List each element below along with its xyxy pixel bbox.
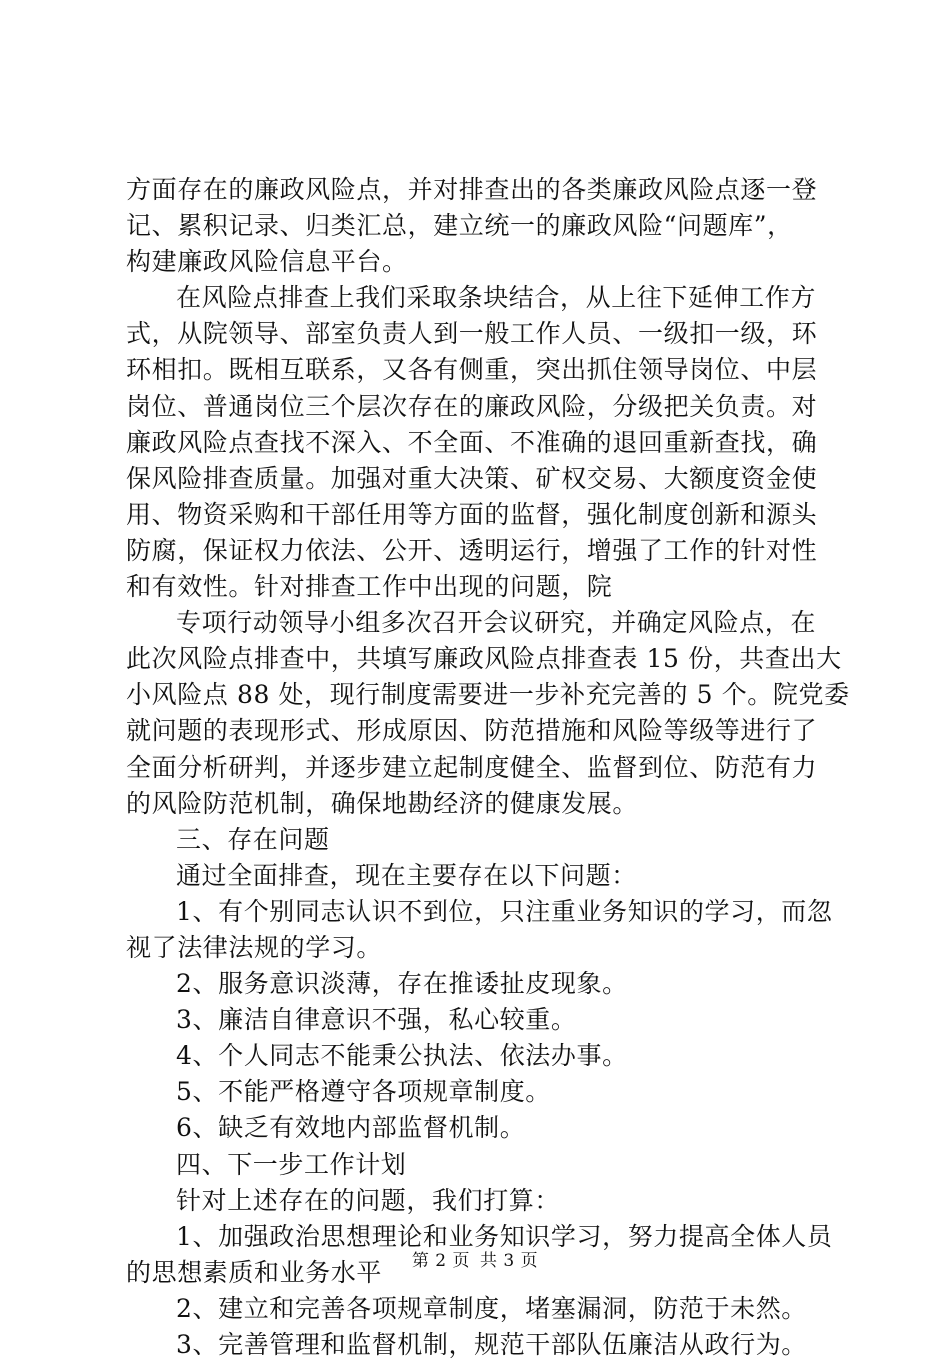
text-line: 5、不能严格遵守各项规章制度。 (176, 1077, 551, 1107)
text-line: 小风险点 88 处，现行制度需要进一步补充完善的 5 个。院党委 (126, 680, 850, 710)
text-line: 环相扣。既相互联系，又各有侧重，突出抓住领导岗位、中层 (126, 355, 818, 385)
text-line: 全面分析研判，并逐步建立起制度健全、监督到位、防范有力 (126, 752, 818, 782)
text-line: 在风险点排查上我们采取条块结合，从上往下延伸工作方 (176, 283, 817, 313)
text-line: 式，从院领导、部室负责人到一般工作人员、一级扣一级，环 (126, 319, 818, 349)
page-number-current: 第 2 页 (411, 1251, 470, 1271)
document-body (126, 172, 850, 1363)
text-line: 的思想素质和业务水平 (126, 1257, 383, 1287)
text-line: 4、个人同志不能秉公执法、依法办事。 (176, 1041, 628, 1071)
text-line: 针对上述存在的问题，我们打算： (176, 1185, 561, 1215)
text-line: 6、缺乏有效地内部监督机制。 (176, 1113, 526, 1143)
text-line: 1、加强政治思想理论和业务知识学习，努力提高全体人员 (176, 1221, 833, 1251)
text-line: 通过全面排查，现在主要存在以下问题： (176, 860, 637, 890)
text-line: 记、累积记录、归类汇总，建立统一的廉政风险“问题库”， (126, 211, 793, 241)
text-line: 岗位、普通岗位三个层次存在的廉政风险，分级把关负责。对 (126, 391, 818, 421)
page-footer (0, 1246, 950, 1271)
text-line: 专项行动领导小组多次召开会议研究，并确定风险点，在 (176, 608, 817, 638)
text-line: 的风险防范机制，确保地勘经济的健康发展。 (126, 788, 639, 818)
text-line: 三、存在问题 (176, 824, 330, 854)
text-line: 2、建立和完善各项规章制度，堵塞漏洞，防范于未然。 (176, 1293, 807, 1323)
text-line: 保风险排查质量。加强对重大决策、矿权交易、大额度资金使 (126, 463, 818, 493)
text-line: 防腐，保证权力依法、公开、透明运行，增强了工作的针对性 (126, 535, 818, 565)
text-line: 此次风险点排查中，共填写廉政风险点排查表 15 份，共查出大 (126, 644, 842, 674)
text-line: 1、有个别同志认识不到位，只注重业务知识的学习，而忽 (176, 896, 833, 926)
text-line: 3、完善管理和监督机制，规范干部队伍廉洁从政行为。 (176, 1330, 807, 1359)
text-line: 视了法律法规的学习。 (126, 932, 383, 962)
text-line: 构建廉政风险信息平台。 (126, 247, 408, 277)
page-number-total: 共 3 页 (480, 1251, 539, 1271)
text-line: 就问题的表现形式、形成原因、防范措施和风险等级等进行了 (126, 716, 818, 746)
text-line: 方面存在的廉政风险点，并对排查出的各类廉政风险点逐一登 (126, 175, 818, 204)
text-line: 3、廉洁自律意识不强，私心较重。 (176, 1005, 577, 1035)
text-line: 和有效性。针对排查工作中出现的问题，院 (126, 572, 613, 602)
text-line: 四、下一步工作计划 (176, 1149, 407, 1179)
text-line: 用、物资采购和干部任用等方面的监督，强化制度创新和源头 (126, 499, 818, 529)
text-line: 廉政风险点查找不深入、不全面、不准确的退回重新查找，确 (126, 427, 818, 457)
text-line: 2、服务意识淡薄，存在推诿扯皮现象。 (176, 969, 628, 999)
